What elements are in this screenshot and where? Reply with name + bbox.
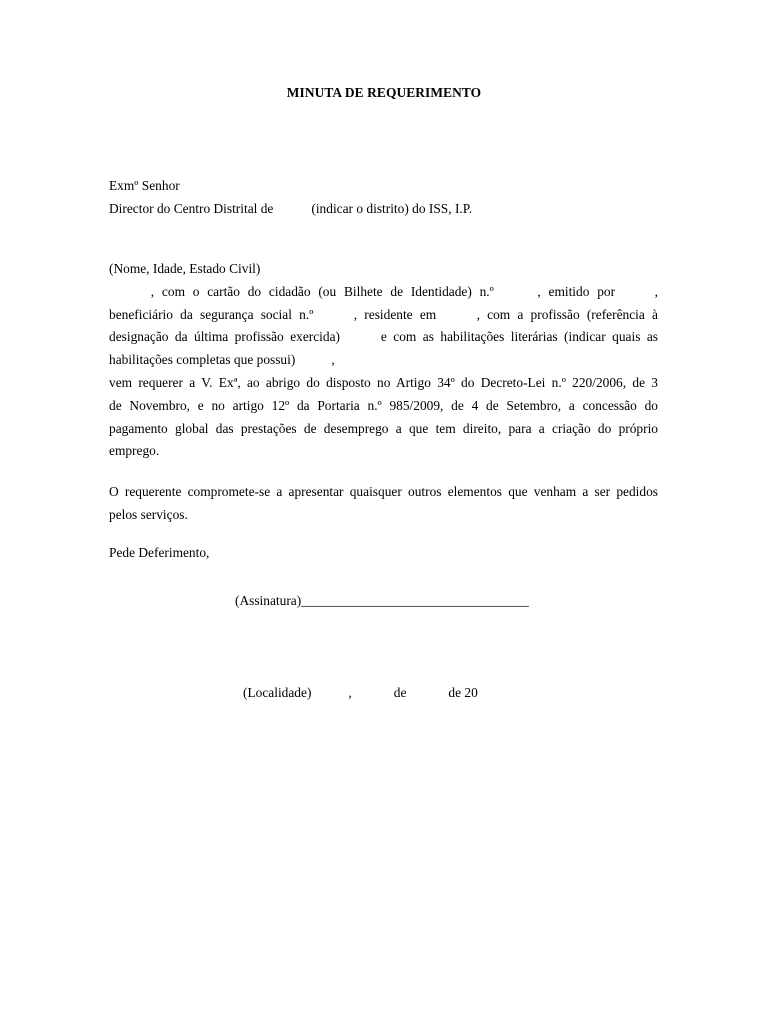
- body-line-8: pagamento global das prestações de desemprego a que tem direito, para a criação do próprio: [109, 420, 658, 436]
- locality-label: (Localidade): [243, 685, 312, 700]
- body-line-5-a: habilitações completas que possui): [109, 352, 296, 368]
- body-line-4-b: e com as habilitações literárias (indicar quais as: [380, 329, 658, 345]
- place-date-line: [243, 682, 478, 705]
- body-line-7: de Novembro, e no artigo 12º da Portaria n.º 985/2009, de 4 de Setembro, a concessão do: [109, 397, 658, 413]
- body-line-2: [109, 281, 658, 304]
- commitment-line-1: O requerente compromete-se a apresentar quaisquer outros elementos que venham a ser pedidos: [109, 484, 658, 499]
- commitment-line-2: pelos serviços.: [109, 506, 188, 522]
- body-line-3-c: , com a profissão (referência à: [476, 306, 658, 322]
- addressee-title-a: Director do Centro Distrital de: [109, 200, 274, 216]
- body-line-3: [109, 304, 658, 327]
- addressee-title: [109, 198, 659, 221]
- body-line-4-a: designação da última profissão exercida): [109, 329, 340, 345]
- signature-label: (Assinatura): [235, 593, 302, 608]
- document-title: MINUTA DE REQUERIMENTO: [286, 85, 482, 100]
- body-line-9: emprego.: [109, 443, 160, 459]
- request-paragraph: [109, 258, 658, 463]
- closing-phrase: Pede Deferimento,: [109, 545, 210, 560]
- signature-line: [235, 590, 529, 613]
- date-de-1: de: [393, 685, 407, 700]
- signature-underline: __________________________________: [301, 593, 529, 608]
- body-line-2-c: ,: [654, 283, 659, 299]
- date-de-2: de 20: [448, 685, 478, 700]
- body-line-1: (Nome, Idade, Estado Civil): [109, 261, 261, 276]
- body-line-5: [109, 349, 658, 372]
- addressee-salutation: Exmº Senhor: [109, 178, 180, 193]
- body-line-3-a: beneficiário da segurança social n.º: [109, 306, 314, 322]
- locality-comma: ,: [348, 685, 352, 700]
- body-line-5-b: ,: [331, 352, 335, 368]
- commitment-paragraph: [109, 481, 658, 527]
- body-line-4: [109, 326, 658, 349]
- body-line-6: vem requerer a V. Exª, ao abrigo do disposto no Artigo 34º do Decreto-Lei n.º 220/2006, de 3: [109, 374, 658, 390]
- addressee-title-b: (indicar o distrito) do ISS, I.P.: [311, 200, 473, 216]
- addressee-block: [109, 175, 659, 221]
- body-line-2-a: , com o cartão do cidadão (ou Bilhete de Identidade) n.º: [150, 283, 494, 299]
- body-line-2-b: , emitido por: [537, 283, 616, 299]
- body-line-3-b: , residente em: [353, 306, 437, 322]
